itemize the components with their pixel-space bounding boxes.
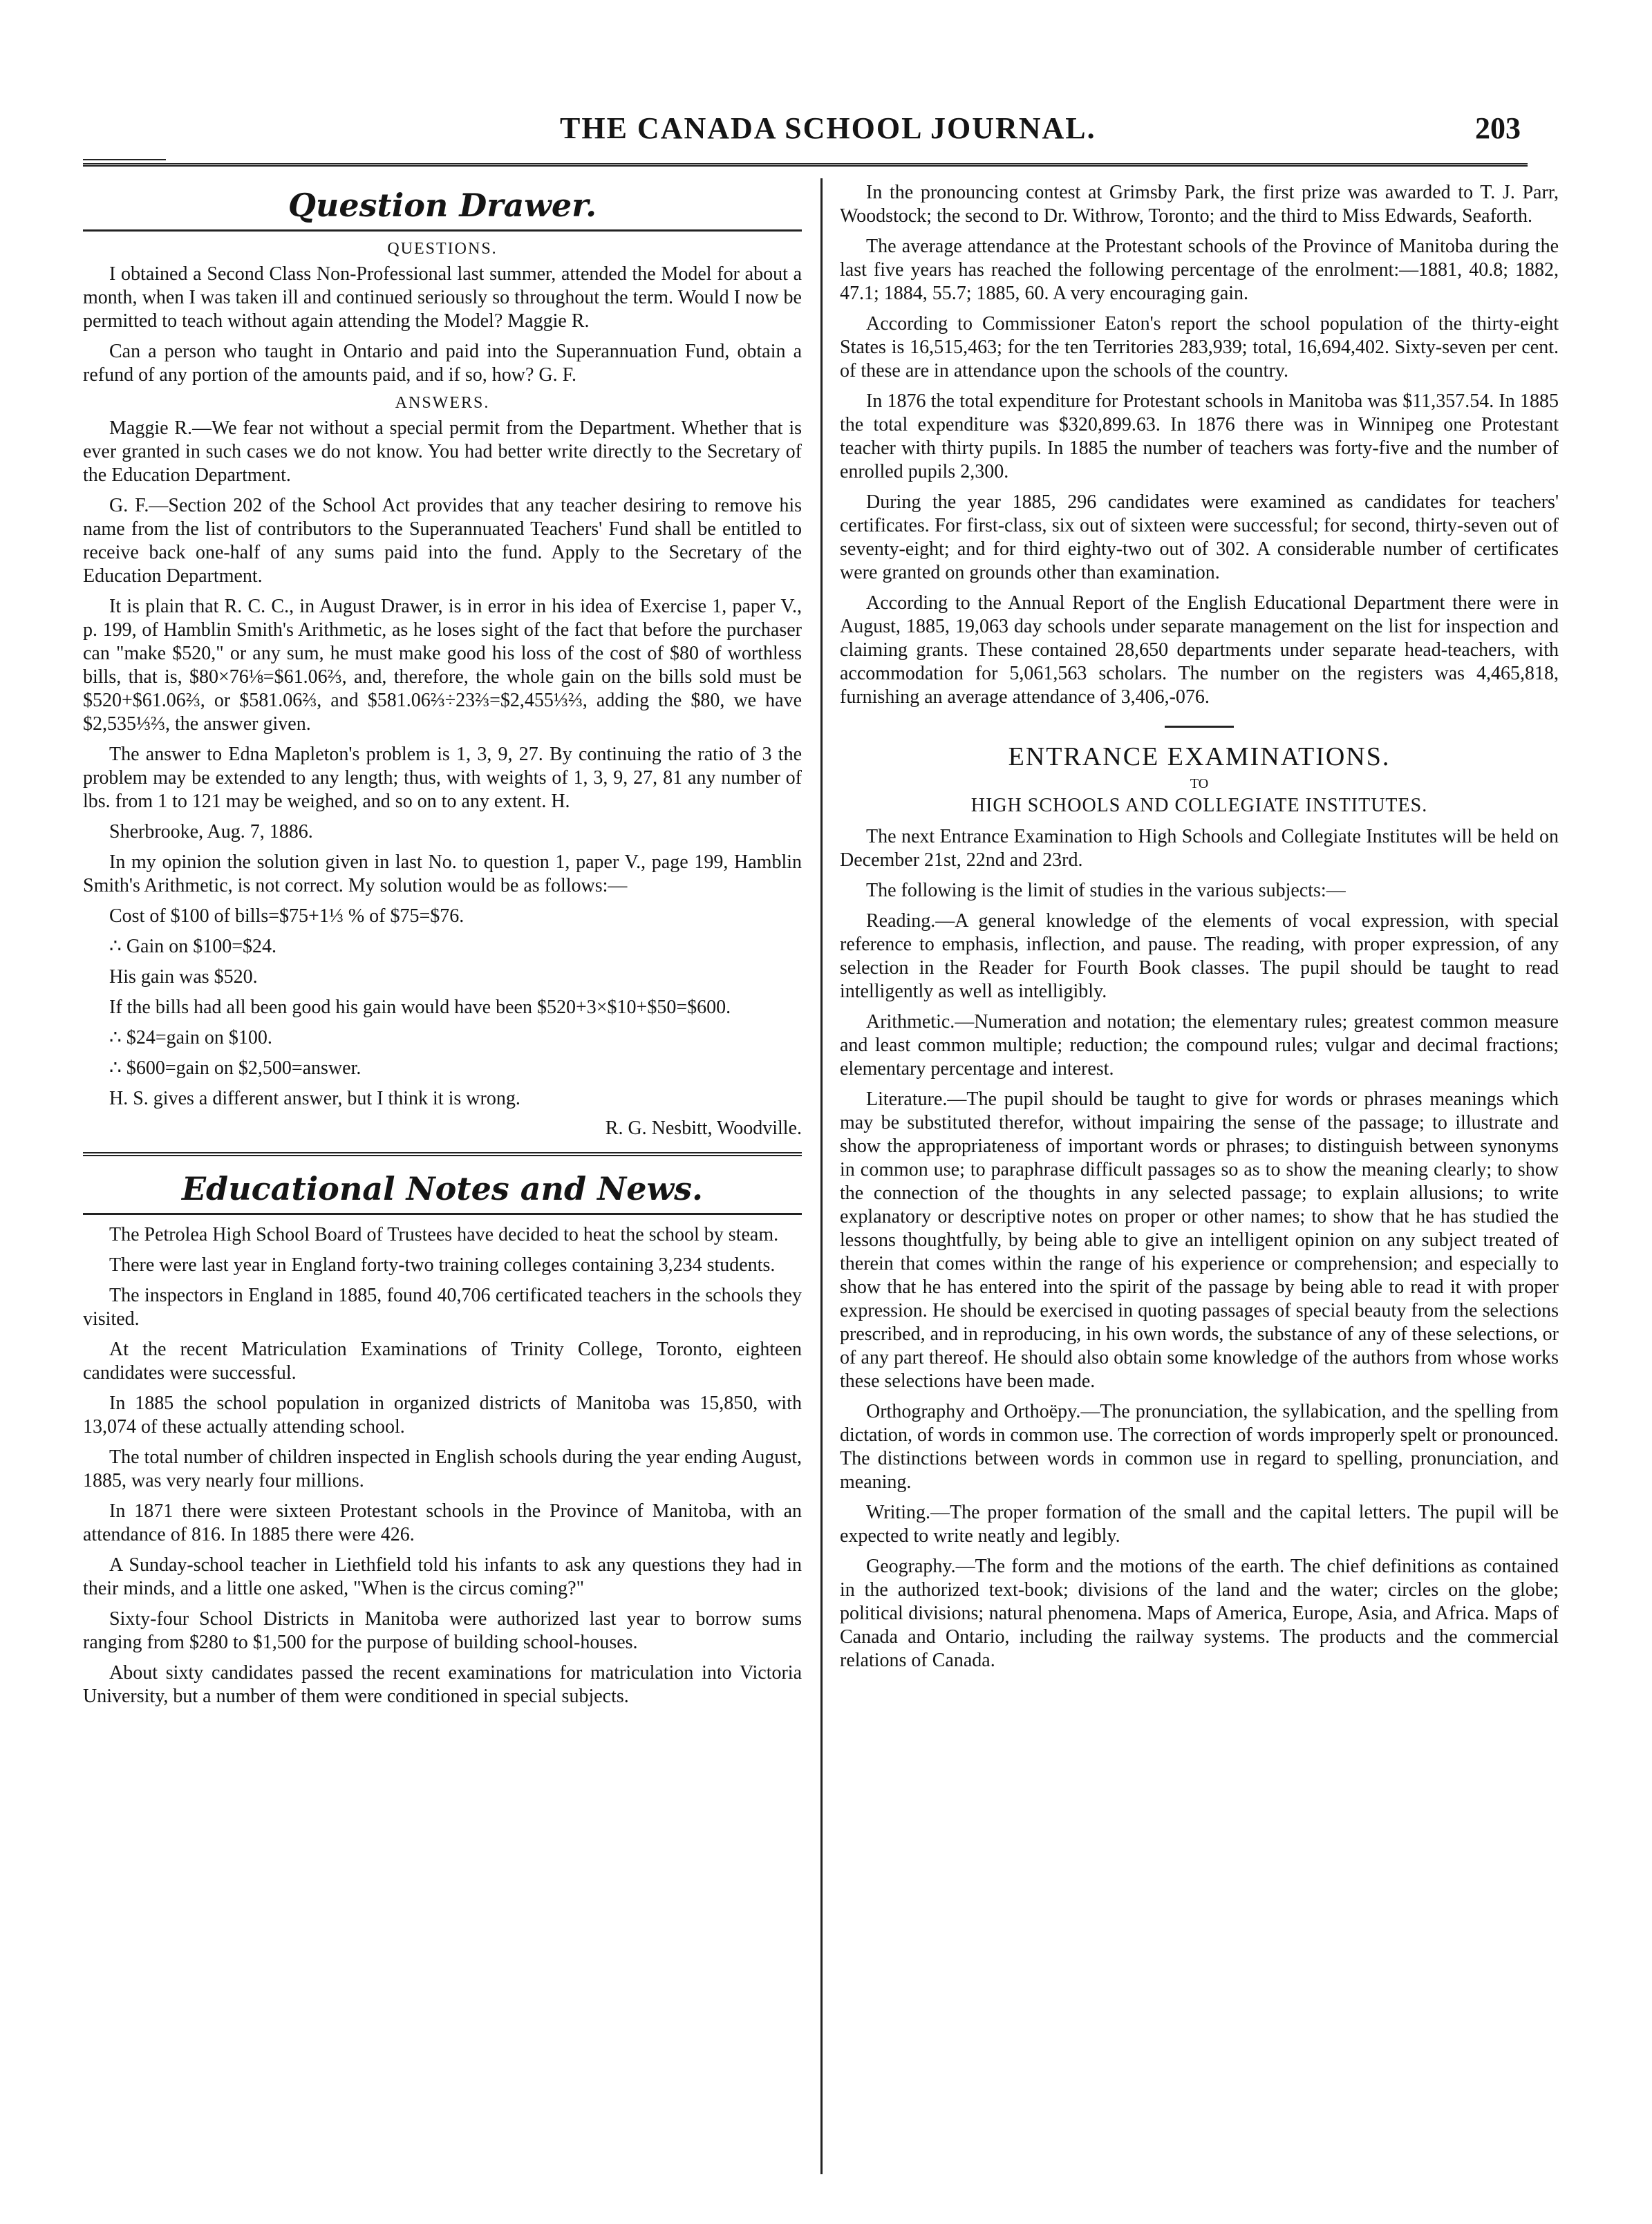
signature: R. G. Nesbitt, Woodville. (605, 1118, 802, 1139)
entrance-heading: ENTRANCE EXAMINATIONS. (1008, 742, 1391, 771)
entrance-writing: Writing.—The proper formation of the small and the capital letters. The pupil will be expected to write neatly and legibly. (840, 1502, 1559, 1547)
entrance-literature: Literature.—The pupil should be taught to give for words or phrases meanings which may be substituted therefor, without impairing the sense of the passage; to illustrate and show the appropriateness of important words or phrases; to distinguish between synonyms in common use; to paraphrase difficult passages so as to show the meaning clearly; to show the connection of the thoughts in any selected passage; to explain allusions; to write explanatory or descriptive notes on proper or other names; to show that he has studied the lessons thoughtfully, by being able to give an intelligent opinion on any subject treated of therein that comes within the range of his experience or comprehension; and especially to show that he has entered into the spirit of the passage by being able to read it with proper expression. He should be exercised in quoting passages of special beauty from the selections prescribed, and in reproducing, in his own words, the substance of any of these selections, or of any part thereof. He should also obtain some knowledge of the authors from whose works these selections have been made. (840, 1089, 1559, 1392)
note-continued-2: The average attendance at the Protestant schools of the Province of Manitoba during the last five years has reached the following percentage of the enrolment:—1881, 40.8; 1882, 47.1; 1884, 55.7; 1885, 60. A very encouraging gain. (840, 236, 1559, 304)
page-number: 203 (1475, 111, 1521, 145)
note-3: The inspectors in England in 1885, found 40,706 certificated teachers in the schools they visited. (83, 1285, 802, 1330)
answer-10: If the bills had all been good his gain would have been $520+3×$10+$50=$600. (109, 997, 731, 1018)
right-column (840, 181, 1559, 2171)
questions-label: QUESTIONS. (387, 240, 498, 258)
answer-1: Maggie R.—We fear not without a special permit from the Department. Whether that is ever granted in such cases we do not know. You had better write directly to the Secretary of the Education Department. (83, 417, 802, 486)
section-rule (83, 1213, 802, 1215)
note-continued-3: According to Commissioner Eaton's report the school population of the thirty-eight States is 16,515,463; for the ten Territories 283,939; total, 16,694,402. Sixty-seven per cent. of these are in attendance upon the schools of the country. (840, 313, 1559, 381)
entrance-para-1: The next Entrance Examination to High Schools and Collegiate Institutes will be held on December 21st, 22nd and 23rd. (840, 826, 1559, 871)
left-column (83, 181, 802, 2171)
note-continued-4: In 1876 the total expenditure for Protestant schools in Manitoba was $11,357.54. In 1885 the total expenditure was $320,899.63. In 1876 there was in Winnipeg one Protestant teacher with thirty pupils. In 1885 the number of teachers was forty-five and the number of enrolled pupils 2,300. (840, 390, 1559, 482)
note-8: A Sunday-school teacher in Liethfield told his infants to ask any questions they had in their minds, and a little one asked, "When is the circus coming?" (83, 1554, 802, 1599)
entrance-to: TO (1190, 776, 1209, 791)
header-rule (83, 163, 1528, 167)
entrance-para-2: The following is the limit of studies in the various subjects:— (866, 880, 1346, 901)
double-rule (83, 1152, 802, 1156)
note-5: In 1885 the school population in organized districts of Manitoba was 15,850, with 13,074 of these actually attending school. (83, 1393, 802, 1438)
question-1: I obtained a Second Class Non-Professional last summer, attended the Model for about a month, when I was taken ill and continued seriously so throughout the term. Would I now be permitted to teach without again attending the Model? Maggie R. (83, 263, 802, 332)
entrance-arithmetic: Arithmetic.—Numeration and notation; the elementary rules; greatest common measure and least common multiple; reduction; the compound rules; vulgar and decimal fractions; elementary percentage and interest. (840, 1011, 1559, 1080)
note-10: About sixty candidates passed the recent examinations for matriculation into Victoria University, but a number of them were conditioned in special subjects. (83, 1662, 802, 1707)
note-1: The Petrolea High School Board of Trustees have decided to heat the school by steam. (109, 1224, 779, 1245)
answer-3: It is plain that R. C. C., in August Drawer, is in error in his idea of Exercise 1, paper V., p. 199, of Hamblin Smith's Arithmetic, as he loses sight of the fact that before the purchaser can "make $520," or any sum, he must make good his loss of the cost of $80 of worthless bills, that is, $80×76⅛=$61.06⅔, and, therefore, the whole gain on the bills sold must be $520+$61.06⅔, or $581.06⅔, and $581.06⅔÷23⅔=$2,455⅓⅔, adding the $80, we have $2,535⅓⅔, the answer given. (83, 596, 802, 735)
page-header (83, 104, 1528, 159)
note-continued-1: In the pronouncing contest at Grimsby Park, the first prize was awarded to T. J. Parr, Woodstock; the second to Dr. Withrow, Toronto; and the third to Miss Edwards, Seaforth. (840, 182, 1559, 227)
answer-13: H. S. gives a different answer, but I think it is wrong. (109, 1088, 520, 1109)
note-2: There were last year in England forty-two training colleges containing 3,234 students. (109, 1254, 776, 1276)
short-rule (1165, 726, 1234, 728)
note-4: At the recent Matriculation Examinations of Trinity College, Toronto, eighteen candidates were successful. (83, 1339, 802, 1384)
entrance-geography: Geography.—The form and the motions of the earth. The chief definitions as contained in the authorized text-book; divisions of the land and the water; circles on the globe; political divisions; natural phenomena. Maps of America, Europe, Asia, and Africa. Maps of Canada and Ontario, including the railway systems. The products and the commercial relations of Canada. (840, 1556, 1559, 1671)
answer-8: ∴ Gain on $100=$24. (109, 936, 277, 957)
answer-5: Sherbrooke, Aug. 7, 1886. (109, 821, 313, 842)
journal-title: THE CANADA SCHOOL JOURNAL. (560, 111, 1096, 145)
answer-9: His gain was $520. (109, 966, 258, 988)
educational-notes-title: Educational Notes and News. (181, 1170, 704, 1207)
note-9: Sixty-four School Districts in Manitoba were authorized last year to borrow sums ranging from $280 to $1,500 for the purpose of building school-houses. (83, 1608, 802, 1653)
question-drawer-title: Question Drawer. (288, 187, 597, 224)
note-continued-5: During the year 1885, 296 candidates were examined as candidates for teachers' certificates. For first-class, six out of sixteen were successful; for second, thirty-seven out of seventy-eight; and for third eighty-two out of 302. A considerable number of certificates were granted on grounds other than examination. (840, 491, 1559, 583)
column-divider (820, 178, 823, 2174)
section-rule (83, 229, 802, 232)
entrance-subheading: HIGH SCHOOLS AND COLLEGIATE INSTITUTES. (970, 795, 1428, 816)
note-continued-6: According to the Annual Report of the English Educational Department there were in August, 1885, 19,063 day schools under separate management on the list for inspection and claiming grants. These contained 28,650 departments under separate head-teachers, with accommodation for 5,061,563 scholars. The number on the registers was 4,465,818, furnishing an average attendance of 3,406,-076. (840, 592, 1559, 708)
answers-label: ANSWERS. (395, 394, 490, 412)
entrance-orthography: Orthography and Orthoëpy.—The pronunciation, the syllabication, and the spelling from dictation, of words in common use. The correction of words improperly spelt or pronounced. The distinctions between words in common use in regard to spelling, pronunciation, and meaning. (840, 1401, 1559, 1493)
answer-4: The answer to Edna Mapleton's problem is 1, 3, 9, 27. By continuing the ratio of 3 the problem may be extended to any length; thus, with weights of 1, 3, 9, 27, 81 any number of lbs. from 1 to 121 may be weighed, and so on to any extent. H. (83, 744, 802, 812)
answer-12: ∴ $600=gain on $2,500=answer. (109, 1057, 362, 1079)
answer-6: In my opinion the solution given in last No. to question 1, paper V., page 199, Hamblin Smith's Arithmetic, is not correct. My solution would be as follows:— (83, 851, 802, 896)
note-7: In 1871 there were sixteen Protestant schools in the Province of Manitoba, with an attendance of 816. In 1885 there were 426. (83, 1500, 802, 1545)
answer-7: Cost of $100 of bills=$75+1⅓ % of $75=$76. (109, 905, 464, 927)
answer-2: G. F.—Section 202 of the School Act provides that any teacher desiring to remove his name from the list of contributors to the Superannuated Teachers' Fund shall be entitled to receive back one-half of any sums paid into the fund. Apply to the Secretary of the Education Department. (83, 495, 802, 587)
entrance-reading: Reading.—A general knowledge of the elements of vocal expression, with special reference to emphasis, inflection, and pause. The reading, with proper expression, of any selection in the Reader for Fourth Book classes. The pupil should be taught to read intelligently as well as intelligibly. (840, 910, 1559, 1002)
note-6: The total number of children inspected in English schools during the year ending August, 1885, was very nearly four millions. (83, 1446, 802, 1491)
header-left-rule (83, 159, 166, 160)
answer-11: ∴ $24=gain on $100. (109, 1027, 272, 1048)
question-2: Can a person who taught in Ontario and paid into the Superannuation Fund, obtain a refund of any portion of the amounts paid, and if so, how? G. F. (83, 341, 802, 386)
